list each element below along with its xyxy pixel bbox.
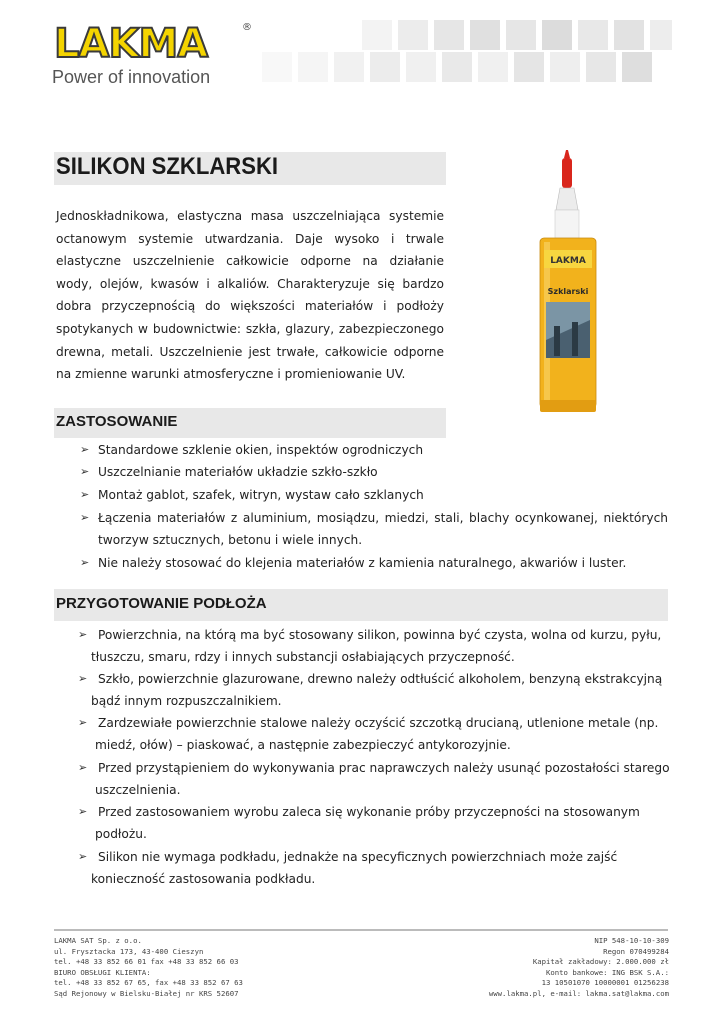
list-item: miedź, ołów) – piaskować, a następnie zabezpieczyć antykorozyjnie. (95, 738, 511, 752)
bullet-arrow-icon: ➢ (78, 805, 88, 818)
product-description: Jednoskładnikowa, elastyczna masa uszczelniająca systemie octanowym systemie utwardzania. Daje wysoko i trwale elastyczne uszczelnienie całkowicie odporne na działanie wody, olejów, kwasów i alkaliów. Charakteryzuje się bardzo dobra przyczepnością do większości materiałów i podłoży spotykanych w budownictwie: szkła, glazury, zabezpieczonego drewna, metali. Uszczelnienie jest trwałe, całkowicie odporne na zmienne warunki atmosferyczne i promieniowanie UV. (56, 209, 444, 382)
bullet-arrow-icon: ➢ (80, 465, 90, 478)
header-decorative-tiles (262, 20, 672, 82)
bullet-arrow-icon: ➢ (80, 511, 90, 524)
zastosowanie-heading: ZASTOSOWANIE (56, 413, 178, 430)
company-logo (52, 22, 252, 92)
tube-label-text: Szklarski (547, 287, 589, 296)
list-item: Przed zastosowaniem wyrobu zaleca się wykonanie próby przyczepności na stosowanym (98, 805, 640, 819)
list-item: Nie należy stosować do klejenia materiałów z kamienia naturalnego, akwariów i luster. (98, 556, 627, 570)
bullet-arrow-icon: ➢ (78, 672, 88, 685)
bullet-arrow-icon: ➢ (78, 628, 88, 641)
footer-line: BIURO OBSŁUGI KLIENTA: (54, 967, 151, 977)
logo-tagline: Power of innovation (52, 67, 211, 87)
footer-line: ul. Frysztacka 173, 43-400 Cieszyn (54, 946, 204, 956)
list-item: Szkło, powierzchnie glazurowane, drewno należy odtłuścić alkoholem, benzyną ekstrakcyjną (98, 672, 663, 686)
footer-line: Konto bankowe: ING BSK S.A.: (545, 967, 669, 977)
product-title: SILIKON SZKLARSKI (56, 153, 279, 180)
footer-registration-info (489, 936, 669, 1000)
footer-line: NIP 548-10-10-309 (594, 936, 669, 945)
list-item: Przed przystąpieniem do wykonywania prac naprawczych należy usunąć pozostałości starego (98, 761, 670, 775)
list-item: konieczność zastosowania podkładu. (91, 872, 316, 886)
footer-line: Regon 070499284 (603, 946, 669, 956)
list-item: podłożu. (95, 827, 147, 841)
footer-divider (54, 929, 668, 931)
footer-line: tel. +48 33 852 67 65, fax +48 33 852 67 63 (54, 978, 243, 988)
list-item: Powierzchnia, na którą ma być stosowany silikon, powinna być czysta, wolna od kurzu, pyłu, (98, 628, 662, 642)
footer-line: Kapitał zakładowy: 2.000.000 zł (532, 957, 669, 967)
bullet-arrow-icon: ➢ (80, 556, 90, 569)
footer-line: LAKMA SAT Sp. z o.o. (54, 936, 142, 945)
list-item: Zardzewiałe powierzchnie stalowe należy oczyścić szczotką drucianą, utlenione metale (np. (98, 716, 659, 730)
footer-line: 13 10501070 10000001 01256238 (541, 978, 669, 988)
list-item: uszczelnienia. (95, 783, 181, 797)
list-item: Standardowe szklenie okien, inspektów ogrodniczych (98, 443, 424, 457)
footer-line: www.lakma.pl, e-mail: lakma.sat@lakma.com (488, 988, 669, 998)
bullet-arrow-icon: ➢ (80, 488, 90, 501)
list-item: tłuszczu, smaru, rdzy i innych substancji osłabiających przyczepność. (91, 650, 515, 664)
logo-wordmark: LAKMA (54, 21, 208, 67)
footer-line: tel. +48 33 852 66 01 fax +48 33 852 66 03 (54, 957, 239, 967)
list-item: Łączenia materiałów z aluminium, mosiądzu, miedzi, stali, blachy ocynkowanej, niektórych (98, 511, 668, 525)
silicone-tube-image (532, 150, 604, 420)
przygotowanie-heading: PRZYGOTOWANIE PODŁOŻA (56, 595, 267, 612)
list-item: Montaż gablot, szafek, witryn, wystaw cało szklanych (98, 488, 424, 502)
bullet-arrow-icon: ➢ (78, 850, 88, 863)
tube-brand-text: LAKMA (550, 256, 586, 266)
bullet-arrow-icon: ➢ (78, 761, 88, 774)
list-item: bądź innym rozpuszczalnikiem. (91, 694, 282, 708)
list-item: tworzyw sztucznych, betonu i wiele innych. (98, 533, 363, 547)
registered-mark: ® (242, 22, 252, 33)
list-item: Uszczelnianie materiałów układzie szkło-szkło (98, 465, 378, 479)
list-item: Silikon nie wymaga podkładu, jednakże na specyficznych powierzchniach może zajść (98, 850, 618, 864)
bullet-arrow-icon: ➢ (80, 443, 90, 456)
footer-line: Sąd Rejonowy w Bielsku-Białej nr KRS 52607 (54, 988, 239, 998)
footer-company-info (54, 936, 243, 1000)
bullet-arrow-icon: ➢ (78, 716, 88, 729)
